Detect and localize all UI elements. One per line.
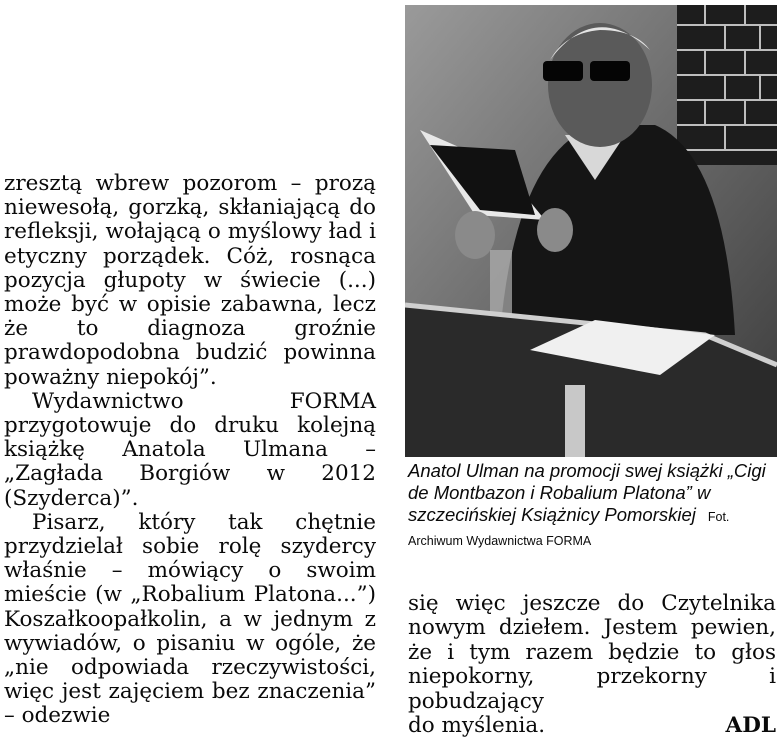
paragraph-forma: Wydawnictwo FORMA przygotowuje do druku kolejną książkę Anatola Ulmana – „Zagłada Borgiów w 2012 (Szyderca)”. [4,388,376,511]
caption-text: Anatol Ulman na promocji swej książki „Cigi de Montbazon i Robalium Platona” w szczecińskiej Książnicy Pomorskiej [408,460,766,525]
closing-line [408,714,776,738]
right-column [408,592,776,738]
paragraph-closing: się więc jeszcze do Czytelnika nowym dziełem. Jestem pewien, że i tym razem będzie to głos niepokorny, przekorny i pobudzający [408,591,776,714]
author-signature: ADL [725,713,776,738]
article-photo [405,5,777,457]
photo-caption [408,460,778,552]
paragraph-writer: Pisarz, który tak chętnie przydzielał sobie rolę szydercy właśnie – mówiący o swoim mieście (w „Robalium Platona...”) Koszałkoopałkolin, a w jednym z wywiadów, o pisaniu w ogóle, że „nie odpowiada rzeczywistości, więc jest zajęciem bez znaczenia” – odezwie [4,509,376,729]
left-column [4,172,376,729]
paragraph-continuation: zresztą wbrew pozorom – prozą niewesołą, gorzką, skłaniającą do refleksji, wołającą o myślowy ład i etyczny porządek. Cóż, rosnąca pozycja głupoty w świecie (...) może być w opisie zabawna, lecz że to diagnoza groźnie prawdopodobna budzić powinna poważny niepokój”. [4,171,376,390]
closing-text: do myślenia. [408,713,546,738]
photo-credit: Fot. Archiwum Wydawnictwa FORMA [408,510,730,548]
photo-reading-man-icon [405,5,777,457]
